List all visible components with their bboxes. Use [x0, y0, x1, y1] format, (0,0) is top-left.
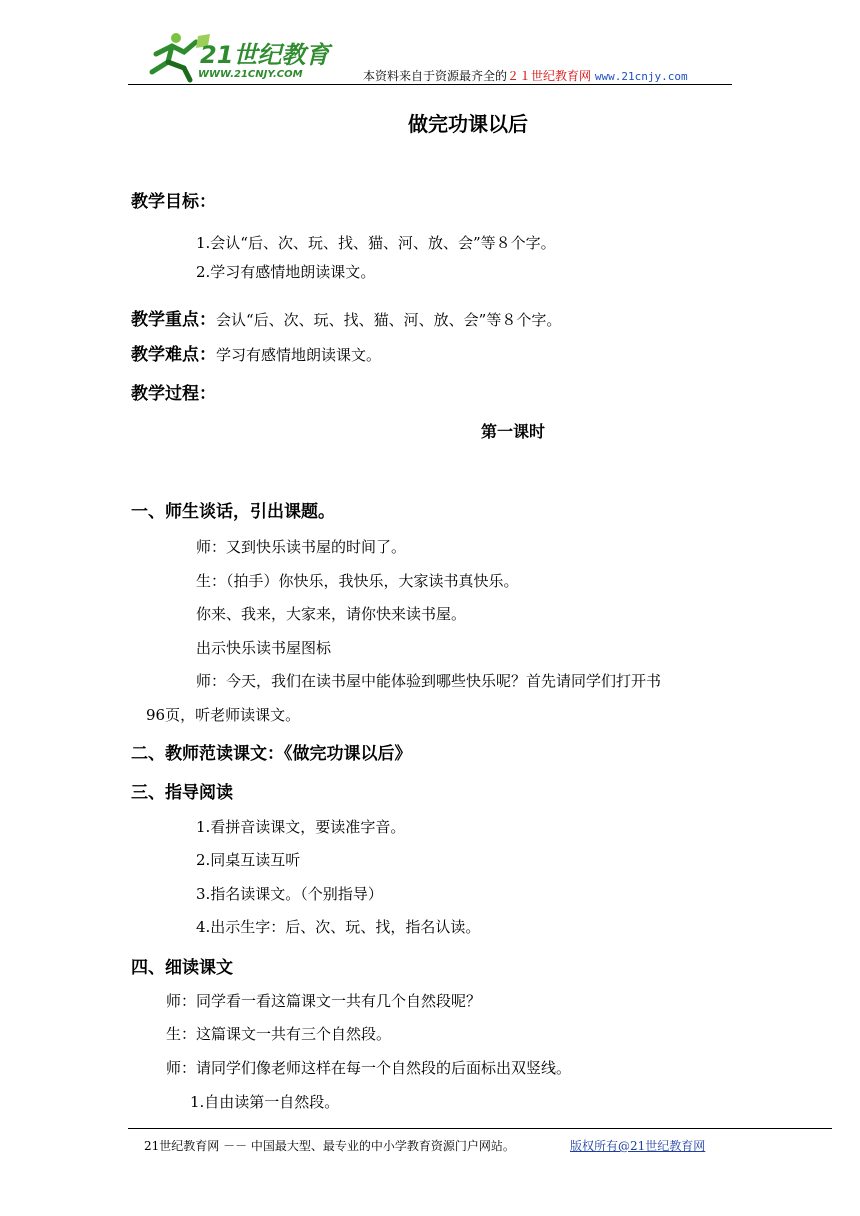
header-divider — [128, 84, 732, 85]
lesson-subtitle: 第一课时 — [480, 422, 545, 441]
section-4-heading: 四、细读课文 — [131, 958, 233, 978]
header-note-site[interactable]: ２１世纪教育网 — [507, 69, 592, 83]
section-4-line-2: 生：这篇课文一共有三个自然段。 — [166, 1025, 392, 1043]
section-4-line-4: 1.自由读第一自然段。 — [190, 1093, 340, 1111]
section-3-heading: 三、指导阅读 — [131, 783, 233, 803]
page-title: 做完功课以后 — [408, 112, 528, 136]
goal-item-2: 2.学习有感情地朗读课文。 — [196, 263, 376, 281]
goal-heading: 教学目标： — [131, 192, 216, 212]
section-3-item-2: 2.同桌互读互听 — [196, 851, 301, 869]
header-note-url[interactable]: www.21cnjy.com — [594, 70, 688, 83]
section-1-line-3: 你来、我来，大家来，请你快来读书屋。 — [196, 605, 467, 623]
logo-url: WWW.21CNJY.COM — [198, 69, 303, 80]
key-text: 会认“后、次、玩、找、猫、河、放、会”等８个字。 — [216, 311, 562, 329]
section-1-line-6: 96页，听老师读课文。 — [146, 706, 301, 724]
section-3-item-4: 4.出示生字：后、次、玩、找，指名认读。 — [196, 918, 481, 936]
key-label: 教学重点： — [131, 310, 216, 330]
footer-copyright-link[interactable]: 版权所有@21世纪教育网 — [570, 1139, 706, 1153]
section-3-item-3: 3.指名读课文。（个别指导） — [196, 885, 383, 903]
footer-text: 21世纪教育网 －－ 中国最大型、最专业的中小学教育资源门户网站。 — [144, 1139, 515, 1153]
section-1-line-4: 出示快乐读书屋图标 — [196, 639, 332, 657]
difficulty-label: 教学难点： — [131, 345, 216, 365]
process-heading: 教学过程： — [131, 384, 216, 404]
section-4-line-3: 师：请同学们像老师这样在每一个自然段的后面标出双竖线。 — [166, 1059, 572, 1077]
section-1-line-2: 生：（拍手）你快乐，我快乐，大家读书真快乐。 — [196, 572, 519, 590]
header-note — [363, 67, 688, 84]
section-1-line-1: 师：又到快乐读书屋的时间了。 — [196, 538, 407, 556]
section-2-heading: 二、教师范读课文：《做完功课以后》 — [131, 744, 412, 764]
section-1-line-5: 师：今天，我们在读书屋中能体验到哪些快乐呢？首先请同学们打开书 — [196, 672, 662, 690]
section-3-item-1: 1.看拼音读课文，要读准字音。 — [196, 818, 406, 836]
site-logo — [138, 30, 338, 85]
header-note-prefix: 本资料来自于资源最齐全的 — [363, 69, 508, 83]
key-point — [131, 305, 561, 330]
goal-item-1: 1.会认“后、次、玩、找、猫、河、放、会”等８个字。 — [196, 234, 556, 252]
footer-divider — [128, 1128, 832, 1129]
difficulty-text: 学习有感情地朗读课文。 — [216, 346, 382, 364]
logo-text: 21世纪教育 — [200, 41, 330, 69]
difficulty-point — [131, 340, 381, 365]
section-4-line-1: 师：同学看一看这篇课文一共有几个自然段呢？ — [166, 992, 482, 1010]
section-1-heading: 一、师生谈话，引出课题。 — [131, 502, 335, 522]
